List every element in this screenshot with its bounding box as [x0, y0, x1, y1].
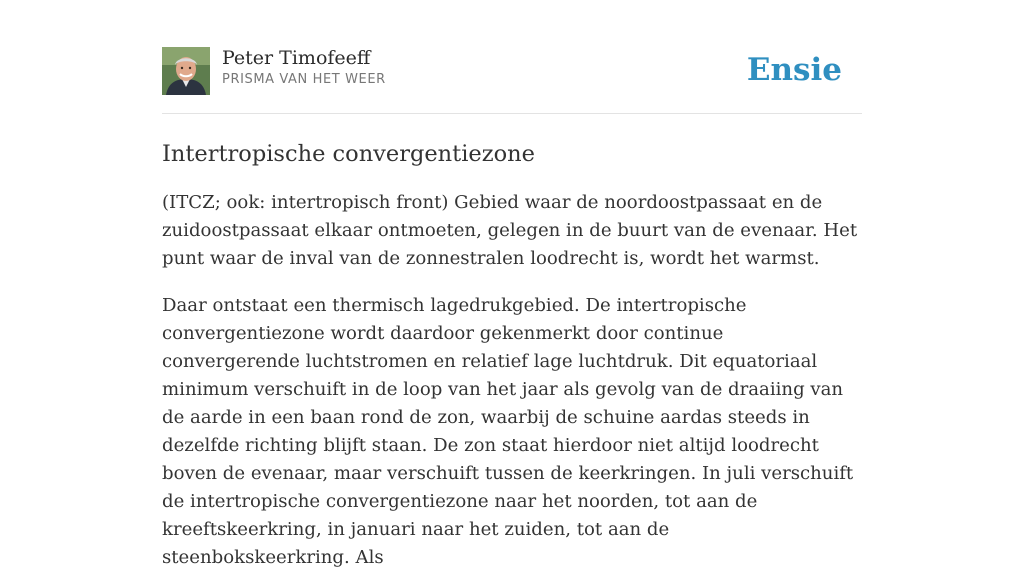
author-avatar[interactable]: [162, 47, 210, 95]
author-photo: [162, 47, 210, 95]
article-container: [162, 0, 862, 572]
author-info: [222, 45, 386, 89]
article-paragraph-1: (ITCZ; ook: intertropisch front) Gebied waar de noordoostpassaat en de zuidoostpassaat elkaar ontmoeten, gelegen in de buurt van de evenaar. Het punt waar de inval van de zonnestralen loodrecht is, wordt het warmst.: [162, 192, 858, 269]
article-header: [162, 0, 862, 114]
author-name[interactable]: Peter Timofeeff: [222, 47, 371, 69]
ensie-logo[interactable]: Ensie: [746, 52, 842, 88]
author-source[interactable]: PRISMA VAN HET WEER: [222, 72, 386, 87]
article-paragraph-2: Daar ontstaat een thermisch lagedrukgebied. De intertropische convergentiezone wordt daardoor gekenmerkt door continue convergerende luchtstromen en relatief lage luchtdruk. Dit equatoriaal minimum verschuift in de loop van het jaar als gevolg van de draaiing van de aarde in een baan rond de zon, waarbij de schuine aardas steeds in dezelfde richting blijft staan. De zon staat hierdoor niet altijd loodrecht boven de evenaar, maar verschuift tussen de keerkringen. In juli verschuift de intertropische convergentiezone naar het noorden, tot aan de kreeftskeerkring, in januari naar het zuiden, tot aan de steenbokskeerkring. Als: [162, 295, 854, 568]
article-title: Intertropische convergentiezone: [162, 141, 535, 167]
